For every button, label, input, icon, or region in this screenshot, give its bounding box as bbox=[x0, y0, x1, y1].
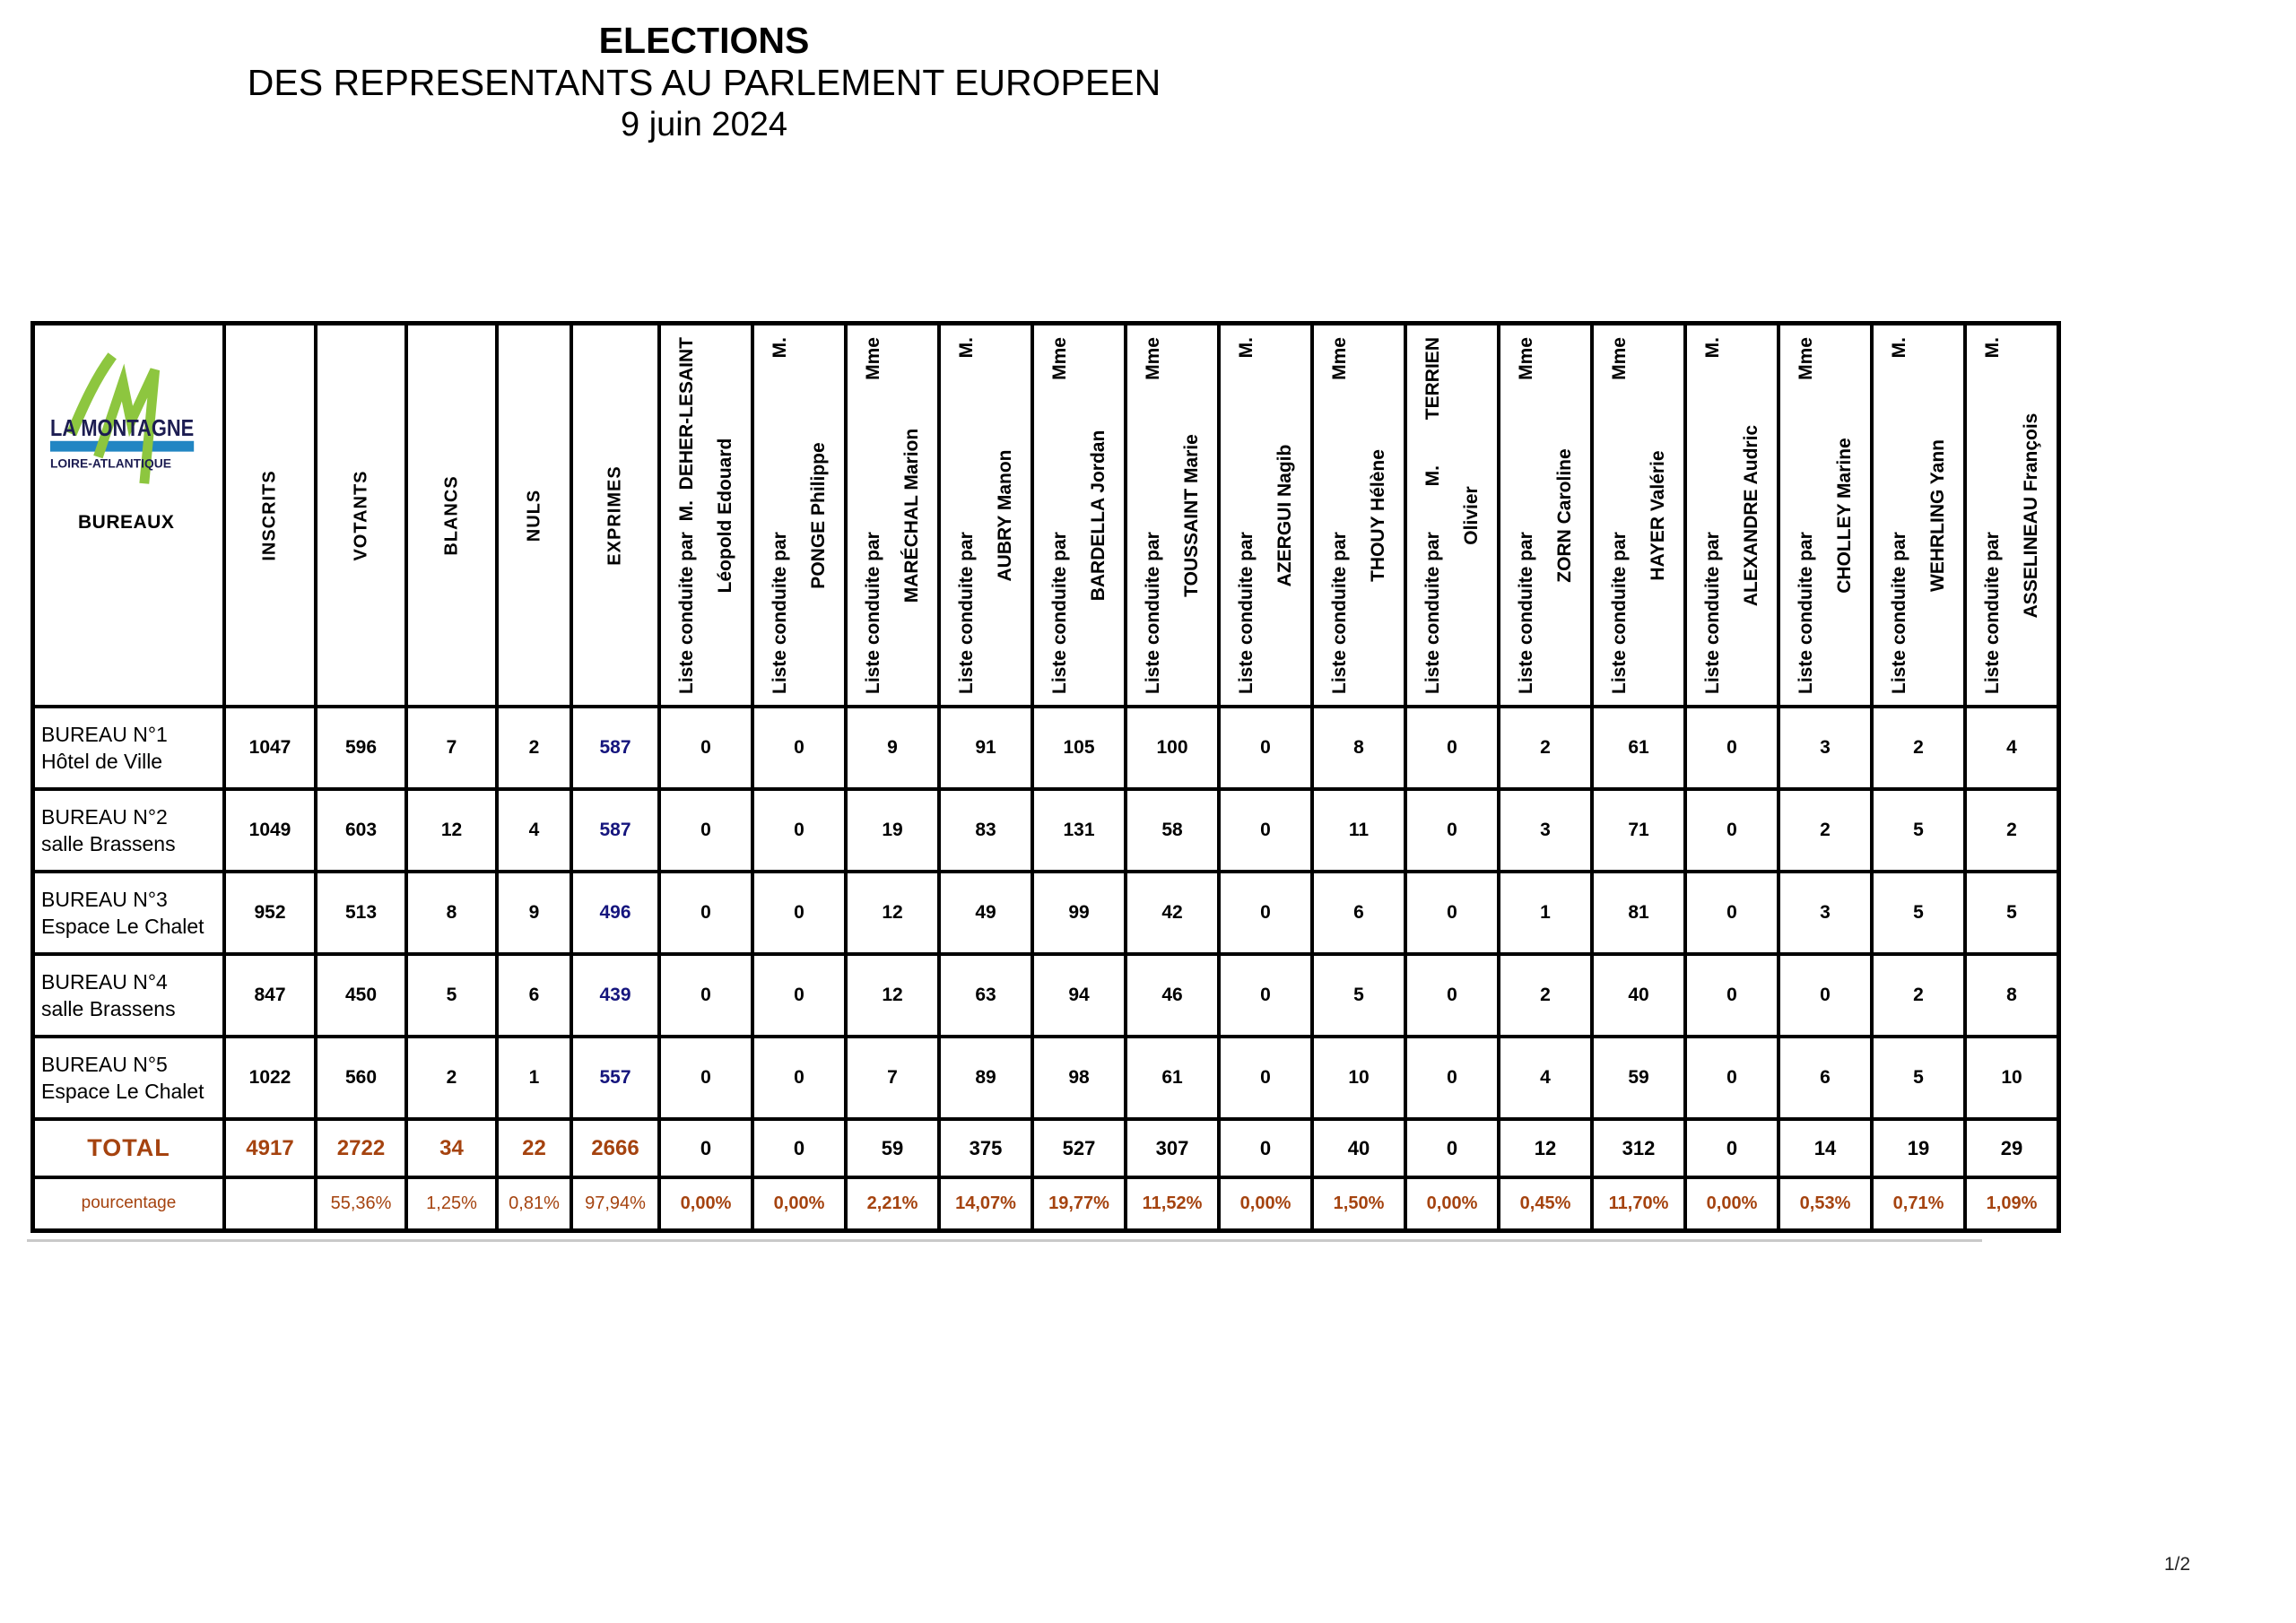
percent-row bbox=[33, 1177, 2059, 1230]
header-list-13 bbox=[1779, 324, 1872, 707]
vote-cell: 100 bbox=[1126, 707, 1219, 789]
total-stat-cell: 4917 bbox=[224, 1119, 316, 1177]
vote-cell: 61 bbox=[1126, 1037, 1219, 1119]
list-prefix: Liste conduite par bbox=[1982, 531, 2003, 694]
header-list-11 bbox=[1592, 324, 1685, 707]
list-civility: M. bbox=[1236, 336, 1257, 358]
list-header-text bbox=[1787, 334, 1864, 697]
vote-cell: 83 bbox=[939, 789, 1032, 872]
vote-cell: 131 bbox=[1032, 789, 1126, 872]
percent-vote-cell: 14,07% bbox=[939, 1177, 1032, 1230]
list-surname: DEHER-LESAINT bbox=[676, 336, 697, 490]
list-civility: Mme bbox=[863, 336, 883, 380]
list-header-text bbox=[761, 334, 838, 697]
total-vote-cell: 0 bbox=[1219, 1119, 1312, 1177]
header-nuls bbox=[497, 324, 571, 707]
vote-cell: 4 bbox=[1965, 707, 2059, 789]
vote-cell: 3 bbox=[1499, 789, 1592, 872]
percent-vote-cell: 0,71% bbox=[1872, 1177, 1965, 1230]
vote-cell: 19 bbox=[846, 789, 939, 872]
list-header-line1 bbox=[1227, 334, 1265, 697]
vote-cell: 49 bbox=[939, 872, 1032, 954]
total-stat-cell: 22 bbox=[497, 1119, 571, 1177]
header-list-1 bbox=[659, 324, 752, 707]
vote-cell: 0 bbox=[1405, 954, 1499, 1037]
list-header-line1 bbox=[947, 334, 986, 697]
list-header-text bbox=[1227, 334, 1304, 697]
total-stat-cell: 2722 bbox=[316, 1119, 406, 1177]
vote-cell: 11 bbox=[1312, 789, 1405, 872]
percent-vote-cell: 0,53% bbox=[1779, 1177, 1872, 1230]
stat-cell: 496 bbox=[571, 872, 659, 954]
logo-subtitle: LOIRE-ATLANTIQUE bbox=[49, 456, 171, 471]
results-table-wrapper bbox=[30, 321, 2061, 1233]
header-list-8 bbox=[1312, 324, 1405, 707]
vote-cell: 5 bbox=[1965, 872, 2059, 954]
percent-stat-cell: 1,25% bbox=[406, 1177, 497, 1230]
header-list-14 bbox=[1872, 324, 1965, 707]
vote-cell: 0 bbox=[752, 954, 846, 1037]
table-row bbox=[33, 1037, 2059, 1119]
vote-cell: 0 bbox=[1685, 1037, 1779, 1119]
title-line-2: DES REPRESENTANTS AU PARLEMENT EUROPEEN bbox=[247, 62, 1161, 103]
stat-cell: 5 bbox=[406, 954, 497, 1037]
vote-cell: 5 bbox=[1872, 872, 1965, 954]
vote-cell: 46 bbox=[1126, 954, 1219, 1037]
vote-cell: 10 bbox=[1965, 1037, 2059, 1119]
vote-cell: 0 bbox=[659, 1037, 752, 1119]
percent-vote-cell: 1,50% bbox=[1312, 1177, 1405, 1230]
header-list-7 bbox=[1219, 324, 1312, 707]
header-list-9 bbox=[1405, 324, 1499, 707]
total-vote-cell: 59 bbox=[846, 1119, 939, 1177]
list-civility: Mme bbox=[1049, 336, 1070, 380]
vote-cell: 5 bbox=[1312, 954, 1405, 1037]
total-vote-cell: 307 bbox=[1126, 1119, 1219, 1177]
list-name: THOUY Hélène bbox=[1368, 448, 1388, 582]
percent-vote-cell: 2,21% bbox=[846, 1177, 939, 1230]
stat-cell: 952 bbox=[224, 872, 316, 954]
stat-cell: 603 bbox=[316, 789, 406, 872]
list-header-line1 bbox=[1693, 334, 1732, 697]
vote-cell: 59 bbox=[1592, 1037, 1685, 1119]
header-label-inscrits: INSCRITS bbox=[259, 469, 280, 561]
vote-cell: 0 bbox=[1219, 1037, 1312, 1119]
vote-cell: 40 bbox=[1592, 954, 1685, 1037]
list-name: PONGE Philippe bbox=[808, 441, 829, 589]
bureau-location: Hôtel de Ville bbox=[41, 750, 163, 773]
la-montagne-logo bbox=[44, 343, 214, 503]
bureau-cell bbox=[33, 1037, 225, 1119]
percent-stat-cell bbox=[224, 1177, 316, 1230]
bureaux-header-cell bbox=[33, 324, 225, 707]
bureau-location: Espace Le Chalet bbox=[41, 915, 204, 938]
vote-cell: 0 bbox=[1779, 954, 1872, 1037]
list-name: ALEXANDRE Audric bbox=[1741, 424, 1761, 606]
vote-cell: 0 bbox=[752, 1037, 846, 1119]
header-list-4 bbox=[939, 324, 1032, 707]
header-exprimes bbox=[571, 324, 659, 707]
list-prefix: Liste conduite par bbox=[1889, 531, 1909, 694]
list-prefix: Liste conduite par bbox=[1143, 531, 1163, 694]
list-header-text bbox=[667, 334, 744, 697]
vote-cell: 98 bbox=[1032, 1037, 1126, 1119]
percent-vote-cell: 19,77% bbox=[1032, 1177, 1126, 1230]
list-prefix: Liste conduite par bbox=[1796, 531, 1816, 694]
vote-cell: 61 bbox=[1592, 707, 1685, 789]
percent-vote-cell: 0,00% bbox=[1685, 1177, 1779, 1230]
bureau-number: BUREAU N°2 bbox=[41, 805, 168, 829]
table-row bbox=[33, 707, 2059, 789]
list-header-text bbox=[1413, 334, 1491, 697]
stat-cell: 596 bbox=[316, 707, 406, 789]
list-name: Olivier bbox=[1461, 485, 1482, 545]
vote-cell: 3 bbox=[1779, 872, 1872, 954]
list-prefix: Liste conduite par bbox=[770, 531, 790, 694]
list-name: HAYER Valérie bbox=[1648, 449, 1668, 581]
header-label-blancs: BLANCS bbox=[441, 474, 461, 556]
stat-cell: 847 bbox=[224, 954, 316, 1037]
list-prefix: Liste conduite par bbox=[1609, 531, 1630, 694]
bureau-cell bbox=[33, 707, 225, 789]
list-header-line1 bbox=[1787, 334, 1825, 697]
vote-cell: 99 bbox=[1032, 872, 1126, 954]
list-header-line1 bbox=[1134, 334, 1172, 697]
list-prefix: Liste conduite par bbox=[1516, 531, 1536, 694]
total-vote-cell: 0 bbox=[1685, 1119, 1779, 1177]
percent-vote-cell: 1,09% bbox=[1965, 1177, 2059, 1230]
total-stat-cell: 34 bbox=[406, 1119, 497, 1177]
list-prefix: Liste conduite par bbox=[863, 531, 883, 694]
vote-cell: 0 bbox=[1219, 789, 1312, 872]
vote-cell: 0 bbox=[752, 707, 846, 789]
list-name: ASSELINEAU François bbox=[2021, 412, 2041, 618]
vote-cell: 5 bbox=[1872, 1037, 1965, 1119]
vote-cell: 0 bbox=[1685, 707, 1779, 789]
list-name: TOUSSAINT Marie bbox=[1181, 433, 1202, 597]
total-vote-cell: 14 bbox=[1779, 1119, 1872, 1177]
list-header-text bbox=[1693, 334, 1770, 697]
list-header-line1 bbox=[1320, 334, 1359, 697]
vote-cell: 0 bbox=[1219, 872, 1312, 954]
total-vote-cell: 375 bbox=[939, 1119, 1032, 1177]
list-surname: TERRIEN bbox=[1422, 336, 1443, 420]
stat-cell: 1022 bbox=[224, 1037, 316, 1119]
list-header-text bbox=[1600, 334, 1677, 697]
vote-cell: 7 bbox=[846, 1037, 939, 1119]
total-row bbox=[33, 1119, 2059, 1177]
vote-cell: 9 bbox=[846, 707, 939, 789]
stat-cell: 513 bbox=[316, 872, 406, 954]
percent-vote-cell: 0,45% bbox=[1499, 1177, 1592, 1230]
bureaux-label: BUREAUX bbox=[78, 512, 175, 533]
list-header-line1 bbox=[1600, 334, 1639, 697]
stat-cell: 2 bbox=[497, 707, 571, 789]
total-vote-cell: 0 bbox=[752, 1119, 846, 1177]
list-header-text bbox=[854, 334, 931, 697]
list-header-text bbox=[1880, 334, 1957, 697]
list-civility: M. bbox=[770, 336, 790, 358]
list-name: CHOLLEY Marine bbox=[1834, 437, 1855, 594]
vote-cell: 0 bbox=[1405, 872, 1499, 954]
bureaux-header-content bbox=[35, 325, 222, 705]
total-label: TOTAL bbox=[33, 1119, 225, 1177]
vote-cell: 10 bbox=[1312, 1037, 1405, 1119]
list-civility: M. bbox=[1702, 336, 1723, 358]
stat-cell: 450 bbox=[316, 954, 406, 1037]
bureau-cell bbox=[33, 789, 225, 872]
stat-cell: 1047 bbox=[224, 707, 316, 789]
vote-cell: 0 bbox=[1405, 789, 1499, 872]
list-header-text bbox=[1973, 334, 2050, 697]
header-label-votants: VOTANTS bbox=[351, 469, 370, 561]
vote-cell: 6 bbox=[1779, 1037, 1872, 1119]
percent-vote-cell: 0,00% bbox=[1219, 1177, 1312, 1230]
stat-cell: 12 bbox=[406, 789, 497, 872]
list-prefix: Liste conduite par bbox=[1329, 531, 1350, 694]
list-prefix: Liste conduite par bbox=[1702, 531, 1723, 694]
list-civility: Mme bbox=[1796, 336, 1816, 380]
percent-label: pourcentage bbox=[33, 1177, 225, 1230]
vote-cell: 63 bbox=[939, 954, 1032, 1037]
vote-cell: 71 bbox=[1592, 789, 1685, 872]
vote-cell: 2 bbox=[1872, 954, 1965, 1037]
vote-cell: 0 bbox=[1405, 707, 1499, 789]
total-vote-cell: 312 bbox=[1592, 1119, 1685, 1177]
header-list-5 bbox=[1032, 324, 1126, 707]
list-civility: M. bbox=[1889, 336, 1909, 358]
stat-cell: 557 bbox=[571, 1037, 659, 1119]
list-civility: M. bbox=[1422, 464, 1443, 486]
vote-cell: 12 bbox=[846, 872, 939, 954]
list-header-line1 bbox=[854, 334, 892, 697]
vote-cell: 2 bbox=[1499, 954, 1592, 1037]
bureau-location: Espace Le Chalet bbox=[41, 1080, 204, 1103]
total-vote-cell: 0 bbox=[1405, 1119, 1499, 1177]
total-vote-cell: 40 bbox=[1312, 1119, 1405, 1177]
list-header-line1 bbox=[1973, 334, 2012, 697]
stat-cell: 2 bbox=[406, 1037, 497, 1119]
list-header-text bbox=[1040, 334, 1118, 697]
bureau-cell bbox=[33, 954, 225, 1037]
table-row bbox=[33, 789, 2059, 872]
header-list-3 bbox=[846, 324, 939, 707]
list-header-text bbox=[1134, 334, 1211, 697]
bureau-number: BUREAU N°3 bbox=[41, 888, 168, 911]
stat-cell: 1049 bbox=[224, 789, 316, 872]
stat-cell: 587 bbox=[571, 789, 659, 872]
stat-cell: 1 bbox=[497, 1037, 571, 1119]
title-date: 9 juin 2024 bbox=[621, 106, 787, 143]
list-header-text bbox=[1507, 334, 1584, 697]
title-line-1: ELECTIONS bbox=[598, 20, 810, 61]
bureau-number: BUREAU N°4 bbox=[41, 970, 168, 994]
list-header-line1 bbox=[1880, 334, 1918, 697]
list-name: WEHRLING Yann bbox=[1927, 438, 1948, 592]
vote-cell: 8 bbox=[1312, 707, 1405, 789]
list-name: AUBRY Manon bbox=[995, 449, 1015, 581]
list-header-line1 bbox=[667, 334, 706, 697]
vote-cell: 5 bbox=[1872, 789, 1965, 872]
vote-cell: 89 bbox=[939, 1037, 1032, 1119]
logo-blue-bar bbox=[49, 441, 193, 452]
vote-cell: 8 bbox=[1965, 954, 2059, 1037]
vote-cell: 42 bbox=[1126, 872, 1219, 954]
bureau-number: BUREAU N°5 bbox=[41, 1053, 168, 1076]
vote-cell: 0 bbox=[659, 789, 752, 872]
header-label-nuls: NULS bbox=[524, 489, 544, 542]
vote-cell: 81 bbox=[1592, 872, 1685, 954]
stat-cell: 439 bbox=[571, 954, 659, 1037]
header-row bbox=[33, 324, 2059, 707]
vote-cell: 94 bbox=[1032, 954, 1126, 1037]
header-label-exprimes: EXPRIMES bbox=[604, 464, 625, 566]
vote-cell: 12 bbox=[846, 954, 939, 1037]
stat-cell: 4 bbox=[497, 789, 571, 872]
total-stat-cell: 2666 bbox=[571, 1119, 659, 1177]
stat-cell: 6 bbox=[497, 954, 571, 1037]
header-votants bbox=[316, 324, 406, 707]
vote-cell: 58 bbox=[1126, 789, 1219, 872]
stat-cell: 9 bbox=[497, 872, 571, 954]
list-header-line1 bbox=[1507, 334, 1545, 697]
list-name: MARÉCHAL Marion bbox=[901, 428, 922, 603]
bureau-location: salle Brassens bbox=[41, 832, 176, 855]
list-prefix: Liste conduite par bbox=[1049, 531, 1070, 694]
list-civility: Mme bbox=[1143, 336, 1163, 380]
list-prefix: Liste conduite par bbox=[676, 531, 697, 694]
vote-cell: 0 bbox=[659, 872, 752, 954]
header-blancs bbox=[406, 324, 497, 707]
total-vote-cell: 29 bbox=[1965, 1119, 2059, 1177]
stat-cell: 560 bbox=[316, 1037, 406, 1119]
vote-cell: 105 bbox=[1032, 707, 1126, 789]
vote-cell: 3 bbox=[1779, 707, 1872, 789]
vote-cell: 4 bbox=[1499, 1037, 1592, 1119]
page-indicator: 1/2 bbox=[2164, 1554, 2191, 1575]
vote-cell: 0 bbox=[1685, 954, 1779, 1037]
list-civility: Mme bbox=[1329, 336, 1350, 380]
list-civility: M. bbox=[1982, 336, 2003, 358]
scan-artifact-line bbox=[27, 1239, 1982, 1242]
table-row bbox=[33, 954, 2059, 1037]
list-name: ZORN Caroline bbox=[1554, 447, 1575, 583]
header-inscrits bbox=[224, 324, 316, 707]
results-table bbox=[30, 321, 2061, 1233]
total-vote-cell: 0 bbox=[659, 1119, 752, 1177]
list-civility: Mme bbox=[1516, 336, 1536, 380]
stat-cell: 8 bbox=[406, 872, 497, 954]
list-header-text bbox=[1320, 334, 1397, 697]
vote-cell: 0 bbox=[1685, 789, 1779, 872]
list-header-text bbox=[947, 334, 1024, 697]
logo-title: LA MONTAGNE bbox=[49, 415, 194, 441]
list-header-line1 bbox=[761, 334, 799, 697]
vote-cell: 2 bbox=[1965, 789, 2059, 872]
vote-cell: 0 bbox=[659, 707, 752, 789]
total-vote-cell: 19 bbox=[1872, 1119, 1965, 1177]
list-prefix: Liste conduite par bbox=[1236, 531, 1257, 694]
vote-cell: 0 bbox=[1405, 1037, 1499, 1119]
stat-cell: 7 bbox=[406, 707, 497, 789]
vote-cell: 0 bbox=[752, 872, 846, 954]
header-list-2 bbox=[752, 324, 846, 707]
header-list-10 bbox=[1499, 324, 1592, 707]
percent-vote-cell: 0,00% bbox=[752, 1177, 846, 1230]
list-prefix: Liste conduite par bbox=[1422, 531, 1443, 694]
total-vote-cell: 12 bbox=[1499, 1119, 1592, 1177]
table-row bbox=[33, 872, 2059, 954]
percent-stat-cell: 97,94% bbox=[571, 1177, 659, 1230]
document-title bbox=[0, 20, 1408, 146]
list-civility: M. bbox=[676, 499, 697, 521]
vote-cell: 1 bbox=[1499, 872, 1592, 954]
percent-stat-cell: 0,81% bbox=[497, 1177, 571, 1230]
vote-cell: 0 bbox=[1219, 707, 1312, 789]
percent-vote-cell: 11,70% bbox=[1592, 1177, 1685, 1230]
vote-cell: 0 bbox=[659, 954, 752, 1037]
list-civility: Mme bbox=[1609, 336, 1630, 380]
bureau-location: salle Brassens bbox=[41, 997, 176, 1020]
list-name: Léopold Edouard bbox=[715, 438, 735, 593]
list-name: AZERGUI Nagib bbox=[1274, 444, 1295, 586]
header-list-15 bbox=[1965, 324, 2059, 707]
stat-cell: 587 bbox=[571, 707, 659, 789]
header-list-12 bbox=[1685, 324, 1779, 707]
list-header-line1 bbox=[1040, 334, 1079, 697]
vote-cell: 2 bbox=[1779, 789, 1872, 872]
percent-vote-cell: 0,00% bbox=[659, 1177, 752, 1230]
vote-cell: 2 bbox=[1499, 707, 1592, 789]
list-prefix: Liste conduite par bbox=[956, 531, 977, 694]
percent-stat-cell: 55,36% bbox=[316, 1177, 406, 1230]
bureau-cell bbox=[33, 872, 225, 954]
header-list-6 bbox=[1126, 324, 1219, 707]
percent-vote-cell: 0,00% bbox=[1405, 1177, 1499, 1230]
bureau-number: BUREAU N°1 bbox=[41, 723, 168, 746]
vote-cell: 6 bbox=[1312, 872, 1405, 954]
list-header-line1 bbox=[1413, 334, 1452, 697]
list-civility: M. bbox=[956, 336, 977, 358]
vote-cell: 0 bbox=[1219, 954, 1312, 1037]
vote-cell: 2 bbox=[1872, 707, 1965, 789]
vote-cell: 0 bbox=[1685, 872, 1779, 954]
vote-cell: 0 bbox=[752, 789, 846, 872]
list-name: BARDELLA Jordan bbox=[1088, 430, 1109, 601]
percent-vote-cell: 11,52% bbox=[1126, 1177, 1219, 1230]
vote-cell: 91 bbox=[939, 707, 1032, 789]
total-vote-cell: 527 bbox=[1032, 1119, 1126, 1177]
